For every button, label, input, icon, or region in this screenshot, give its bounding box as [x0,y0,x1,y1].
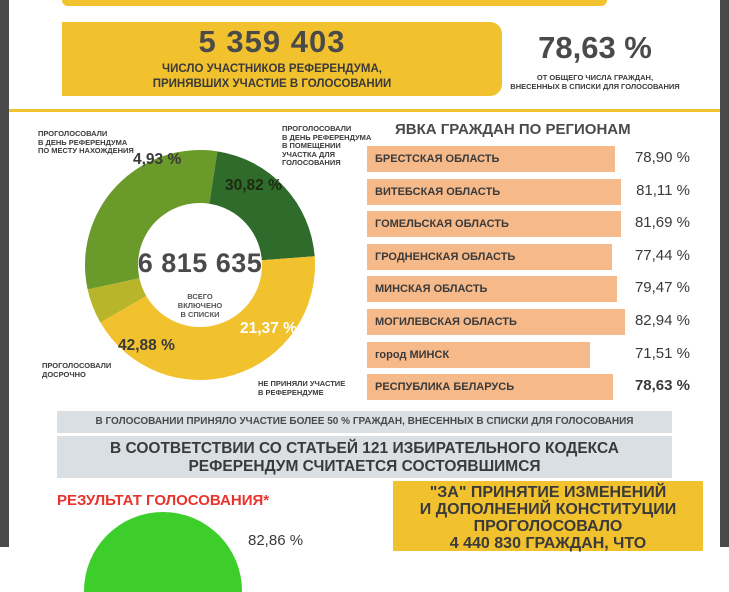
region-pct: 78,63 % [634,377,690,395]
turnout-caption-line1: ОТ ОБЩЕГО ЧИСЛА ГРАЖДАН, [536,73,654,82]
region-bar [367,179,621,205]
region-name: МИНСКАЯ ОБЛАСТЬ [375,283,488,296]
segment-value-absent: 21,37 % [240,320,297,337]
region-bar [367,342,590,368]
label-premises-line3: В ПОМЕЩЕНИИ [282,141,341,150]
segment-value-location: 4,93 % [133,151,182,168]
section-divider [9,109,720,112]
label-premises-line4: УЧАСТКА ДЛЯ [282,149,336,159]
participants-number: 5 359 403 [198,24,346,59]
label-location-line1: ПРОГОЛОСОВАЛИ [38,129,108,138]
region-name: ВИТЕБСКАЯ ОБЛАСТЬ [375,185,501,198]
region-pct: 78,90 % [634,149,690,166]
za-line4: 4 440 830 ГРАЖДАН, ЧТО [449,535,647,552]
donut-total-caption [170,292,230,319]
turnout-caption [505,73,685,91]
region-name: город МИНСК [375,348,450,361]
participants-label-line1: ЧИСЛО УЧАСТНИКОВ РЕФЕРЕНДУМА, [162,63,382,75]
region-bar [367,374,613,400]
region-pct: 82,94 % [634,312,690,329]
za-text [393,484,703,552]
label-premises-line2: В ДЕНЬ РЕФЕРЕНДУМА [282,132,372,142]
region-bar [367,309,625,335]
label-early-line2: ДОСРОЧНО [42,369,86,379]
region-pct: 71,51 % [634,344,690,362]
result-pct: 82,86 % [248,532,304,549]
donut-total-caption-line1: ВСЕГО [187,292,213,301]
label-early [42,362,142,379]
label-location-line3: ПО МЕСТУ НАХОЖДЕНИЯ [38,146,134,155]
donut-segment-absent [209,151,314,260]
turnout-percent: 78,63 % [538,30,652,65]
region-bar [367,244,612,270]
za-line2: И ДОПОЛНЕНИЙ КОНСТИТУЦИИ [419,501,677,518]
frame-left [0,0,9,547]
segment-value-premises: 30,82 % [225,177,282,194]
region-name: ГОМЕЛЬСКАЯ ОБЛАСТЬ [375,218,509,231]
result-green-chart [84,512,242,592]
frame-right [720,0,729,547]
region-name: РЕСПУБЛИКА БЕЛАРУСЬ [375,381,515,394]
turnout-caption-line2: ВНЕСЕННЫХ В СПИСКИ ДЛЯ ГОЛОСОВАНИЯ [510,82,680,91]
label-premises-line1: ПРОГОЛОСОВАЛИ [282,124,352,133]
info-separator [57,433,672,436]
region-bar [367,146,615,172]
region-name: ГРОДНЕНСКАЯ ОБЛАСТЬ [375,250,516,263]
region-bar [367,211,621,237]
donut-total: 6 815 635 [137,248,263,278]
za-line1: "ЗА" ПРИНЯТИЕ ИЗМЕНЕНИЙ [429,484,667,501]
region-pct: 81,11 % [636,181,690,199]
donut-total-caption-line2: ВКЛЮЧЕНО [177,301,223,310]
region-name: МОГИЛЕВСКАЯ ОБЛАСТЬ [375,316,517,328]
segment-value-early: 42,88 % [118,337,175,354]
region-pct: 79,47 % [634,279,690,297]
label-absent [258,380,368,397]
region-name: БРЕСТСКАЯ ОБЛАСТЬ [375,153,500,165]
region-pct: 77,44 % [634,246,690,264]
participants-label-line2: ПРИНЯВШИХ УЧАСТИЕ В ГОЛОСОВАНИИ [152,78,392,90]
region-pct: 81,69 % [634,214,690,232]
info-line2b: РЕФЕРЕНДУМ СЧИТАЕТСЯ СОСТОЯВШИМСЯ [188,458,541,475]
label-location-line2: В ДЕНЬ РЕФЕРЕНДУМА [38,137,128,147]
top-strip [62,0,607,6]
label-absent-line1: НЕ ПРИНЯЛИ УЧАСТИЕ [258,379,346,388]
label-premises-line5: ГОЛОСОВАНИЯ [282,158,341,167]
za-line3: ПРОГОЛОСОВАЛО [473,518,623,535]
info-line2 [57,440,672,476]
participants-label [62,62,482,92]
donut-total-caption-line3: В СПИСКИ [180,310,220,319]
info-line1: В ГОЛОСОВАНИИ ПРИНЯЛО УЧАСТИЕ БОЛЕЕ 50 % ГРАЖДАН, ВНЕСЕННЫХ В СПИСКИ ДЛЯ ГОЛОСОВАНИЯ [95,416,634,427]
label-early-line1: ПРОГОЛОСОВАЛИ [42,361,112,370]
result-title: РЕЗУЛЬТАТ ГОЛОСОВАНИЯ* [57,492,270,509]
info-line2a: В СООТВЕТСТВИИ СО СТАТЬЕЙ 121 ИЗБИРАТЕЛЬНОГО КОДЕКСА [110,440,619,457]
regions-title: ЯВКА ГРАЖДАН ПО РЕГИОНАМ [395,121,631,138]
region-bar [367,276,617,302]
label-absent-line2: В РЕФЕРЕНДУМЕ [258,387,324,397]
